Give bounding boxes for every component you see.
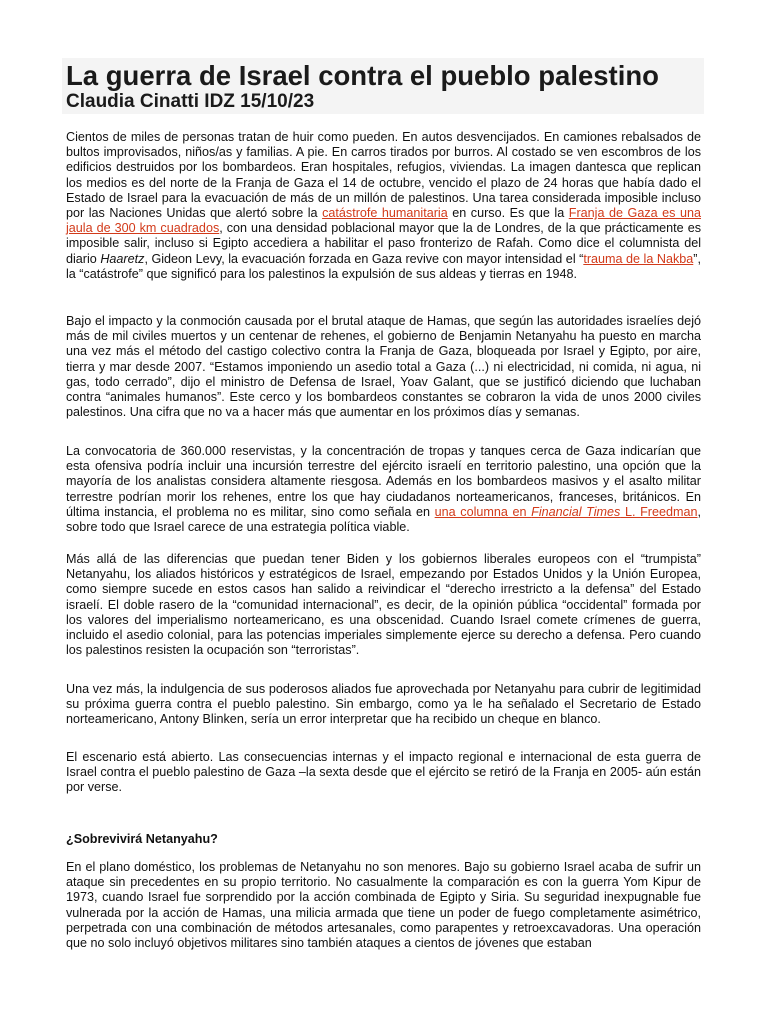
link-franja-de-gaza-jaula[interactable]: Franja de Gaza es una jaula de 300 km cuadrados (66, 206, 701, 236)
paragraph-text: , sobre todo que Israel carece de una estrategia política viable. (66, 504, 702, 535)
paragraph-4: Más allá de las diferencias que puedan tener Biden y los gobiernos liberales europeos con el “trumpista” Netanyahu, los aliados históricos y estratégicos de Israel, empezando por Estados Unidos y la Unión Europea, como siempre sucede en estos casos han salido a reivindicar el “derecho irrestricto a la defensa” del Estado israelí. El doble rasero de la “comunidad internacional”, es decir, de la opinión pública “occidental” formada por los valores del imperialismo norteamericano, es una obscenidad. Cuando Israel comete crímenes de guerra, incluido el asedio colonial, para las potencias imperiales simplemente ejerce su derecho a defensa. Pero cuando los palestinos resisten la ocupación son “terroristas”. (66, 552, 701, 658)
paragraph-6: El escenario está abierto. Las consecuencias internas y el impacto regional e internacional de esta guerra de Israel contra el pueblo palestino de Gaza –la sexta desde que el ejército se retiró de la Franja en 2005- aún están por verse. (66, 750, 701, 795)
article-header (62, 58, 704, 114)
link-catastrofe-humanitaria[interactable]: catástrofe humanitaria (322, 206, 448, 221)
paragraph-text: , con una densidad poblacional mayor que la de Londres, de la que prácticamente es imposible salir, incluso si Egipto accediera a habilitar el paso fronterizo de Rafah. Como dice el columnista del diario (66, 221, 701, 266)
link-financial-times-column[interactable] (435, 505, 698, 519)
paragraph-text: Cientos de miles de personas tratan de huir como pueden. En autos desvencijados. En camiones rebalsados de bultos improvisados, niños/as y familias. A pie. En carros tirados por burros. Al costado se ven escombros de los edificios destruidos por los bombardeos. Eran hospitales, refugios, viviendas. La imagen dantesca que replican los medios es del norte de la Franja de Gaza el 14 de octubre, vencido el plazo de 24 horas que había dado el Estado de Israel para la evacuación de más de un millón de palestinos. Una tarea considerada imposible incluso por las Naciones Unidas que alertó sobre la (66, 130, 701, 221)
paragraph-text: en curso. Es que la (447, 206, 569, 221)
paragraph-text: La convocatoria de 360.000 reservistas, y la concentración de tropas y tanques cerca de Gaza indicarían que esta ofensiva podría incluir una incursión terrestre del ejército israelí en territorio palestino, una opción que la mayoría de los analistas considera altamente riesgosa. Además en los bombardeos masivos y el asalto militar terrestre podrían morir los rehenes, entre los que hay ciudadanos norteamericanos, franceses, británicos. En última instancia, el problema no es militar, sino como señala en (66, 444, 701, 519)
link-text: una columna en (434, 504, 532, 519)
paragraph-1 (66, 130, 701, 282)
section-subheading: ¿Sobrevivirá Netanyahu? (66, 832, 218, 846)
paragraph-7: En el plano doméstico, los problemas de Netanyahu no son menores. Bajo su gobierno Israel acaba de sufrir un ataque sin precedentes en su propio territorio. No casualmente la comparación es con la guerra Yom Kipur de 1973, cuando Israel fue sorprendido por la acción combinada de Egipto y Siria. Su seguridad inexpugnable fue vulnerada por la acción de Hamas, una milicia armada que tiene un poder de fuego completamente asimétrico, perpetrada con una combinación de métodos artesanales, como parapentes y retroexcavadoras. Una operación que no solo incluyó objetivos militares sino también ataques a cientos de jóvenes que estaban (66, 860, 701, 951)
link-trauma-de-la-nakba[interactable]: trauma de la Nakba (583, 251, 694, 266)
article-title: La guerra de Israel contra el pueblo palestino (66, 60, 659, 91)
paragraph-text: ”, la “catástrofe” que significó para los palestinos la expulsión de sus aldeas y tierras en 1948. (66, 251, 701, 281)
paragraph-2: Bajo el impacto y la conmoción causada por el brutal ataque de Hamas, que según las autoridades israelíes dejó más de mil civiles muertos y un centenar de rehenes, el gobierno de Benjamin Netanyahu ha puesto en marcha una vez más el método del castigo colectivo contra la Franja de Gaza, bloqueada por Israel y Egipto, por aire, tierra y mar desde 2007. “Estamos imponiendo un asedio total a Gaza (...) ni electricidad, ni comida, ni agua, ni gas, todo cerrado”, dijo el ministro de Defensa de Israel, Yoav Galant, que se justificó diciendo que luchaban contra “animales humanos”. Este cerco y los bombardeos constantes se cobraron la vida de unos 2000 civiles palestinos. Una cifra que no va a hacer más que aumentar en los próximos días y semanas. (66, 314, 701, 420)
newspaper-name: Haaretz (100, 251, 145, 266)
paragraph-3 (66, 444, 701, 535)
article-byline: Claudia Cinatti IDZ 15/10/23 (66, 91, 315, 112)
link-text: L. Freedman (620, 504, 698, 519)
link-text-italic: Financial Times (531, 504, 621, 519)
paragraph-5: Una vez más, la indulgencia de sus poderosos aliados fue aprovechada por Netanyahu para cubrir de legitimidad su próxima guerra contra el pueblo palestino. Sin embargo, como ya le ha señalado el Secretario de Estado norteamericano, Antony Blinken, sería un error interpretar que ha recibido un cheque en blanco. (66, 682, 701, 727)
paragraph-text: , Gideon Levy, la evacuación forzada en Gaza revive con mayor intensidad el “ (144, 251, 584, 266)
